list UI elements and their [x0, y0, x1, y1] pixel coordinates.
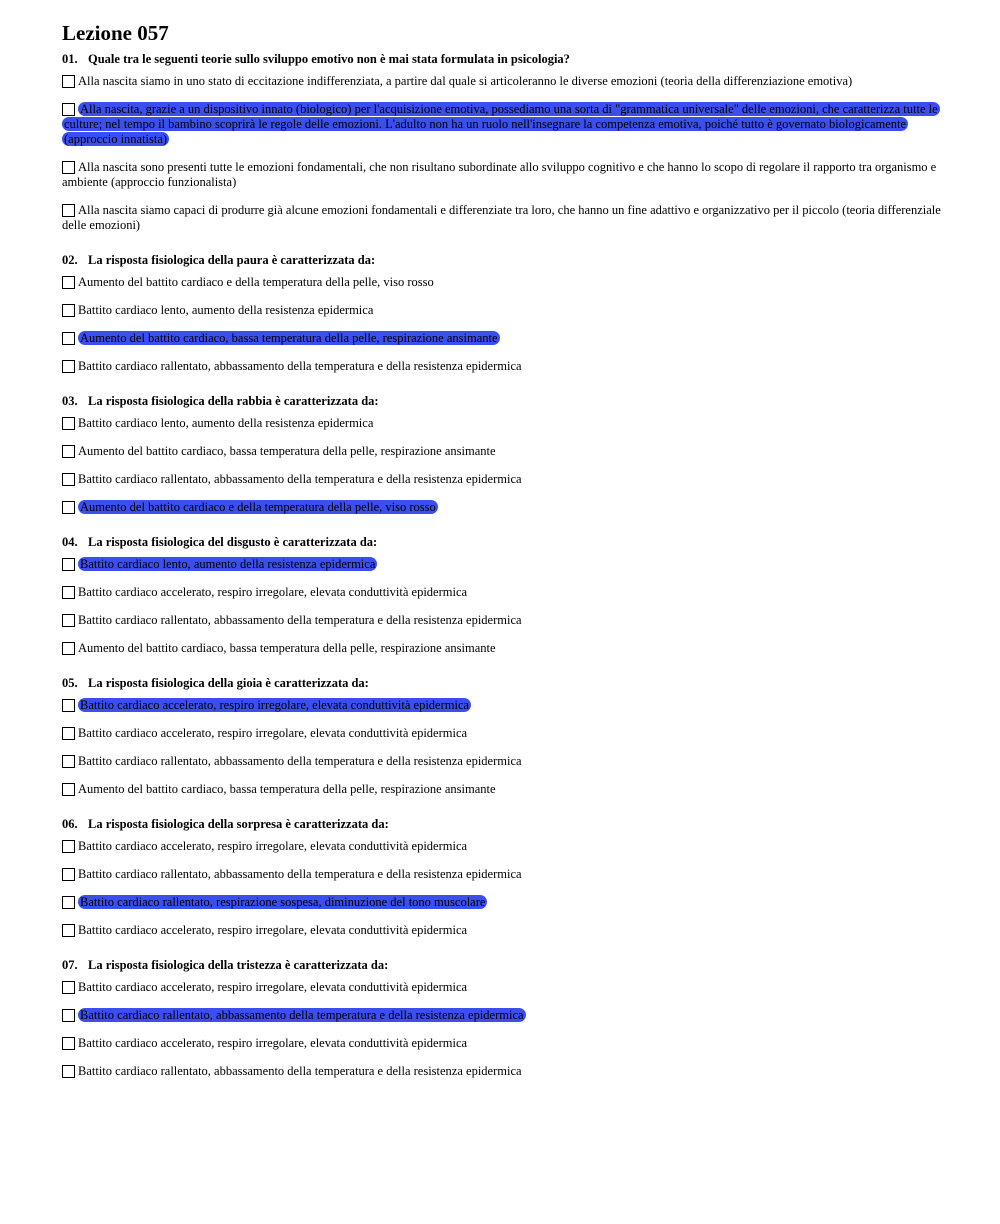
answer-checkbox[interactable]	[62, 868, 75, 881]
answer-option[interactable]	[62, 331, 942, 346]
answer-option[interactable]	[62, 500, 942, 515]
answer-text: Battito cardiaco rallentato, abbassamento della temperatura e della resistenza epidermica	[78, 359, 522, 373]
answer-checkbox[interactable]	[62, 473, 75, 486]
question-number: 03.	[62, 394, 78, 408]
answer-text: Alla nascita sono presenti tutte le emozioni fondamentali, che non risultano subordinate allo sviluppo cognitivo e che hanno lo scopo di regolare il rapporto tra organismo e ambiente (approccio funzionalista)	[62, 160, 937, 189]
answer-text: Battito cardiaco accelerato, respiro irregolare, elevata conduttività epidermica	[80, 698, 470, 712]
question-block	[62, 50, 942, 233]
answer-checkbox[interactable]	[62, 161, 75, 174]
answer-option[interactable]	[62, 359, 942, 374]
answer-text: Battito cardiaco rallentato, abbassamento della temperatura e della resistenza epidermica	[78, 754, 522, 768]
answer-checkbox[interactable]	[62, 896, 75, 909]
answer-option[interactable]	[62, 1064, 942, 1079]
question-text	[62, 815, 942, 833]
question-block	[62, 251, 942, 374]
question-label: La risposta fisiologica del disgusto è caratterizzata da:	[88, 535, 378, 549]
answer-option[interactable]	[62, 74, 942, 89]
answer-checkbox[interactable]	[62, 699, 75, 712]
answer-option[interactable]	[62, 1036, 942, 1051]
answer-option[interactable]	[62, 303, 942, 318]
answer-checkbox[interactable]	[62, 332, 75, 345]
answer-checkbox[interactable]	[62, 755, 75, 768]
answer-checkbox[interactable]	[62, 586, 75, 599]
question-text	[62, 533, 942, 551]
answer-checkbox[interactable]	[62, 1065, 75, 1078]
answer-text: Aumento del battito cardiaco e della temperatura della pelle, viso rosso	[80, 500, 436, 514]
question-number: 07.	[62, 958, 78, 972]
page-title: Lezione 057	[62, 21, 169, 45]
question-number: 01.	[62, 52, 78, 66]
question-text	[62, 956, 942, 974]
answer-checkbox[interactable]	[62, 924, 75, 937]
answer-option[interactable]	[62, 867, 942, 882]
answer-text: Aumento del battito cardiaco, bassa temperatura della pelle, respirazione ansimante	[78, 444, 496, 458]
answer-checkbox[interactable]	[62, 204, 75, 217]
answer-option[interactable]	[62, 416, 942, 431]
answer-text: Battito cardiaco lento, aumento della resistenza epidermica	[78, 416, 374, 430]
answer-checkbox[interactable]	[62, 558, 75, 571]
question-block	[62, 815, 942, 938]
answer-checkbox[interactable]	[62, 727, 75, 740]
answer-option[interactable]	[62, 839, 942, 854]
answer-checkbox[interactable]	[62, 783, 75, 796]
answer-option[interactable]	[62, 444, 942, 459]
answer-option[interactable]	[62, 613, 942, 628]
answer-option[interactable]	[62, 754, 942, 769]
answer-text: Alla nascita, grazie a un dispositivo innato (biologico) per l'acquisizione emotiva, possediamo una sorta di "grammatica universale" delle emozioni, che caratterizza tutte le culture; nel tempo il bambino scoprirà le regole delle emozioni. L'adulto non ha un ruolo nell'insegnare la competenza emotiva, poiché tutto è governato biologicamente (approccio innatista)	[64, 102, 938, 146]
question-label: La risposta fisiologica della sorpresa è caratterizzata da:	[88, 817, 389, 831]
answer-checkbox[interactable]	[62, 1009, 75, 1022]
question-block	[62, 674, 942, 797]
answer-option[interactable]	[62, 923, 942, 938]
question-number: 02.	[62, 253, 78, 267]
answer-text: Aumento del battito cardiaco, bassa temperatura della pelle, respirazione ansimante	[80, 331, 498, 345]
question-number: 05.	[62, 676, 78, 690]
question-block	[62, 533, 942, 656]
question-block	[62, 956, 942, 1079]
question-text	[62, 251, 942, 269]
answer-option[interactable]	[62, 726, 942, 741]
answer-option[interactable]	[62, 275, 942, 290]
question-number: 04.	[62, 535, 78, 549]
answer-option[interactable]	[62, 895, 942, 910]
question-label: La risposta fisiologica della gioia è caratterizzata da:	[88, 676, 369, 690]
answer-option[interactable]	[62, 472, 942, 487]
answer-text: Battito cardiaco accelerato, respiro irregolare, elevata conduttività epidermica	[78, 726, 468, 740]
answer-text: Battito cardiaco rallentato, abbassamento della temperatura e della resistenza epidermica	[78, 1064, 522, 1078]
answer-text: Battito cardiaco accelerato, respiro irregolare, elevata conduttività epidermica	[78, 980, 468, 994]
answer-checkbox[interactable]	[62, 445, 75, 458]
answer-option[interactable]	[62, 160, 942, 190]
question-text	[62, 392, 942, 410]
answer-option[interactable]	[62, 641, 942, 656]
question-label: La risposta fisiologica della rabbia è caratterizzata da:	[88, 394, 379, 408]
answer-checkbox[interactable]	[62, 501, 75, 514]
question-text	[62, 50, 942, 68]
answer-checkbox[interactable]	[62, 304, 75, 317]
answer-text: Alla nascita siamo capaci di produrre già alcune emozioni fondamentali e differenziate tra loro, che hanno un fine adattivo e organizzativo per il piccolo (teoria differenziale delle emozioni)	[62, 203, 941, 232]
question-text	[62, 674, 942, 692]
answer-text: Battito cardiaco accelerato, respiro irregolare, elevata conduttività epidermica	[78, 1036, 468, 1050]
answer-checkbox[interactable]	[62, 614, 75, 627]
answer-option[interactable]	[62, 698, 942, 713]
answer-text: Aumento del battito cardiaco, bassa temperatura della pelle, respirazione ansimante	[78, 782, 496, 796]
answer-checkbox[interactable]	[62, 417, 75, 430]
answer-checkbox[interactable]	[62, 840, 75, 853]
answer-option[interactable]	[62, 782, 942, 797]
question-block	[62, 392, 942, 515]
answer-checkbox[interactable]	[62, 1037, 75, 1050]
answer-checkbox[interactable]	[62, 360, 75, 373]
answer-checkbox[interactable]	[62, 103, 75, 116]
answer-text: Battito cardiaco rallentato, abbassamento della temperatura e della resistenza epidermica	[78, 867, 522, 881]
question-label: La risposta fisiologica della paura è caratterizzata da:	[88, 253, 376, 267]
question-list	[62, 50, 942, 1079]
answer-text: Aumento del battito cardiaco, bassa temperatura della pelle, respirazione ansimante	[78, 641, 496, 655]
answer-text: Aumento del battito cardiaco e della temperatura della pelle, viso rosso	[78, 275, 434, 289]
answer-option[interactable]	[62, 557, 942, 572]
answer-text: Battito cardiaco lento, aumento della resistenza epidermica	[80, 557, 376, 571]
answer-checkbox[interactable]	[62, 642, 75, 655]
answer-option[interactable]	[62, 203, 942, 233]
answer-text: Battito cardiaco rallentato, abbassamento della temperatura e della resistenza epidermica	[78, 613, 522, 627]
answer-option[interactable]	[62, 585, 942, 600]
question-number: 06.	[62, 817, 78, 831]
answer-text: Battito cardiaco accelerato, respiro irregolare, elevata conduttività epidermica	[78, 839, 468, 853]
answer-checkbox[interactable]	[62, 981, 75, 994]
answer-text: Battito cardiaco accelerato, respiro irregolare, elevata conduttività epidermica	[78, 585, 468, 599]
question-label: La risposta fisiologica della tristezza è caratterizzata da:	[88, 958, 389, 972]
answer-text: Battito cardiaco rallentato, respirazione sospesa, diminuzione del tono muscolare	[80, 895, 486, 909]
document-page	[62, 20, 942, 1097]
answer-text: Battito cardiaco accelerato, respiro irregolare, elevata conduttività epidermica	[78, 923, 468, 937]
answer-text: Alla nascita siamo in uno stato di eccitazione indifferenziata, a partire dal quale si articoleranno le diverse emozioni (teoria della differenziazione emotiva)	[78, 74, 853, 88]
answer-option[interactable]	[62, 980, 942, 995]
question-label: Quale tra le seguenti teorie sullo sviluppo emotivo non è mai stata formulata in psicologia?	[88, 52, 570, 66]
answer-option[interactable]	[62, 1008, 942, 1023]
answer-option[interactable]	[62, 102, 942, 147]
answer-text: Battito cardiaco rallentato, abbassamento della temperatura e della resistenza epidermica	[80, 1008, 524, 1022]
answer-checkbox[interactable]	[62, 276, 75, 289]
answer-text: Battito cardiaco lento, aumento della resistenza epidermica	[78, 303, 374, 317]
answer-checkbox[interactable]	[62, 75, 75, 88]
answer-text: Battito cardiaco rallentato, abbassamento della temperatura e della resistenza epidermica	[78, 472, 522, 486]
